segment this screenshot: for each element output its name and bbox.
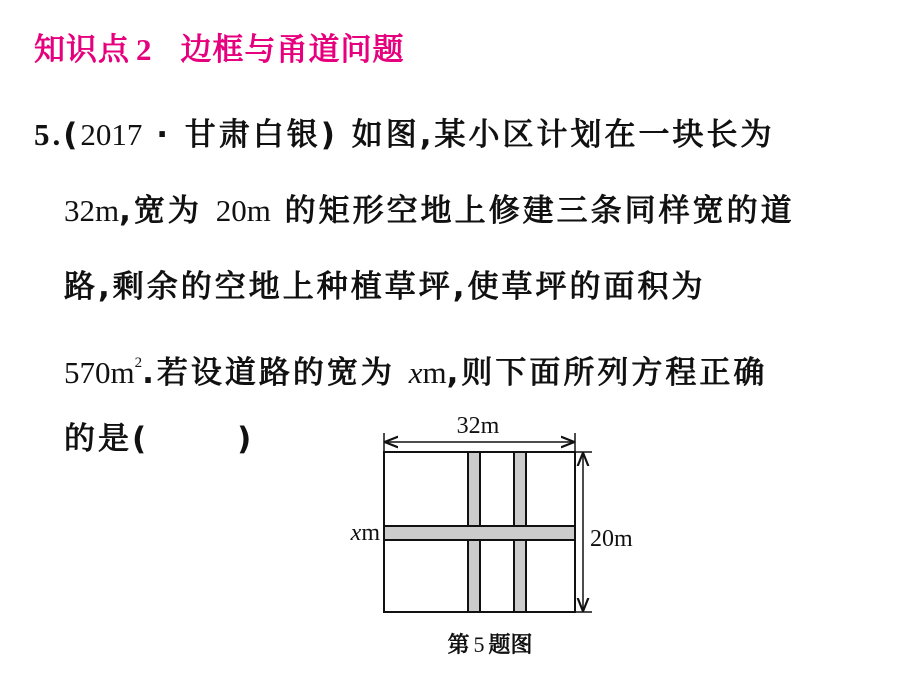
road-width-unit: m bbox=[361, 520, 380, 546]
variable-x: x bbox=[408, 355, 423, 390]
heading-number: 2 bbox=[136, 32, 153, 67]
area-exponent: 2 bbox=[134, 355, 143, 371]
source-place: 甘肃白银 bbox=[184, 117, 321, 153]
horizontal-road bbox=[384, 526, 575, 540]
area-value: 570m bbox=[64, 355, 135, 390]
caption-prefix: 第 bbox=[447, 633, 470, 658]
source-dot: · bbox=[156, 117, 171, 153]
source-close: ) bbox=[320, 117, 338, 153]
length-value: 32m bbox=[64, 193, 120, 228]
line2-text-b: 的矩形空地上修建三条同样宽的道 bbox=[284, 193, 795, 229]
source-year: 2017 bbox=[80, 117, 143, 152]
heading-label: 知识点 bbox=[34, 32, 130, 68]
top-dimension-label: 32m bbox=[456, 413, 500, 439]
line5-close: ) bbox=[237, 421, 255, 457]
figure-caption bbox=[447, 632, 532, 658]
right-dimension-label: 20m bbox=[590, 526, 633, 552]
caption-number: 5 bbox=[473, 632, 485, 657]
variable-unit: m bbox=[422, 355, 447, 390]
question-number: 5. bbox=[34, 117, 64, 152]
road-width-var: x bbox=[350, 520, 362, 546]
line3-text: 路,剩余的空地上种植草坪,使草坪的面积为 bbox=[64, 269, 706, 305]
line2-text-a: ,宽为 bbox=[119, 193, 202, 229]
source-open: ( bbox=[63, 117, 81, 153]
line4-text-a: .若设道路的宽为 bbox=[142, 355, 395, 391]
road-width-label bbox=[350, 520, 381, 546]
line4-text-b: ,则下面所列方程正确 bbox=[446, 355, 768, 391]
line1-text: 如图,某小区计划在一块长为 bbox=[351, 117, 775, 153]
width-value: 20m bbox=[215, 193, 271, 228]
heading-title: 边框与甬道问题 bbox=[180, 32, 405, 68]
line5-text: 的是( bbox=[64, 421, 150, 457]
caption-suffix: 题图 bbox=[488, 633, 533, 658]
